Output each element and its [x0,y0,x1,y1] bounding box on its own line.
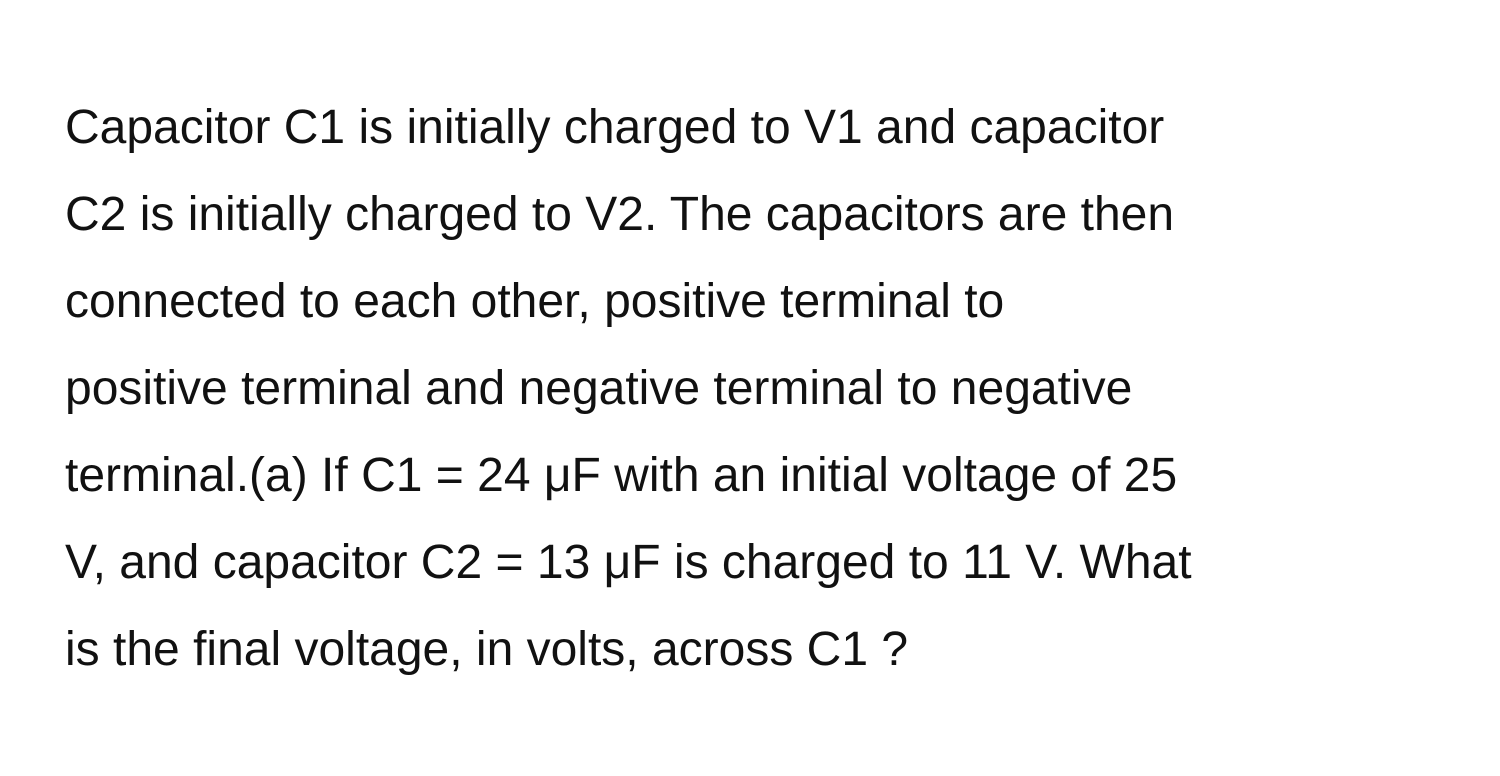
question-text [65,84,1445,693]
question-line: is the final voltage, in volts, across C1 ? [65,623,909,676]
question-line: V, and capacitor C2 = 13 μF is charged to 11 V. What [65,536,1192,589]
question-line: C2 is initially charged to V2. The capacitors are then [65,188,1175,241]
question-line: Capacitor C1 is initially charged to V1 and capacitor [65,101,1165,154]
question-line: terminal.(a) If C1 = 24 μF with an initial voltage of 25 [65,449,1178,502]
question-line: positive terminal and negative terminal to negative [65,362,1133,415]
question-line: connected to each other, positive terminal to [65,275,1005,328]
